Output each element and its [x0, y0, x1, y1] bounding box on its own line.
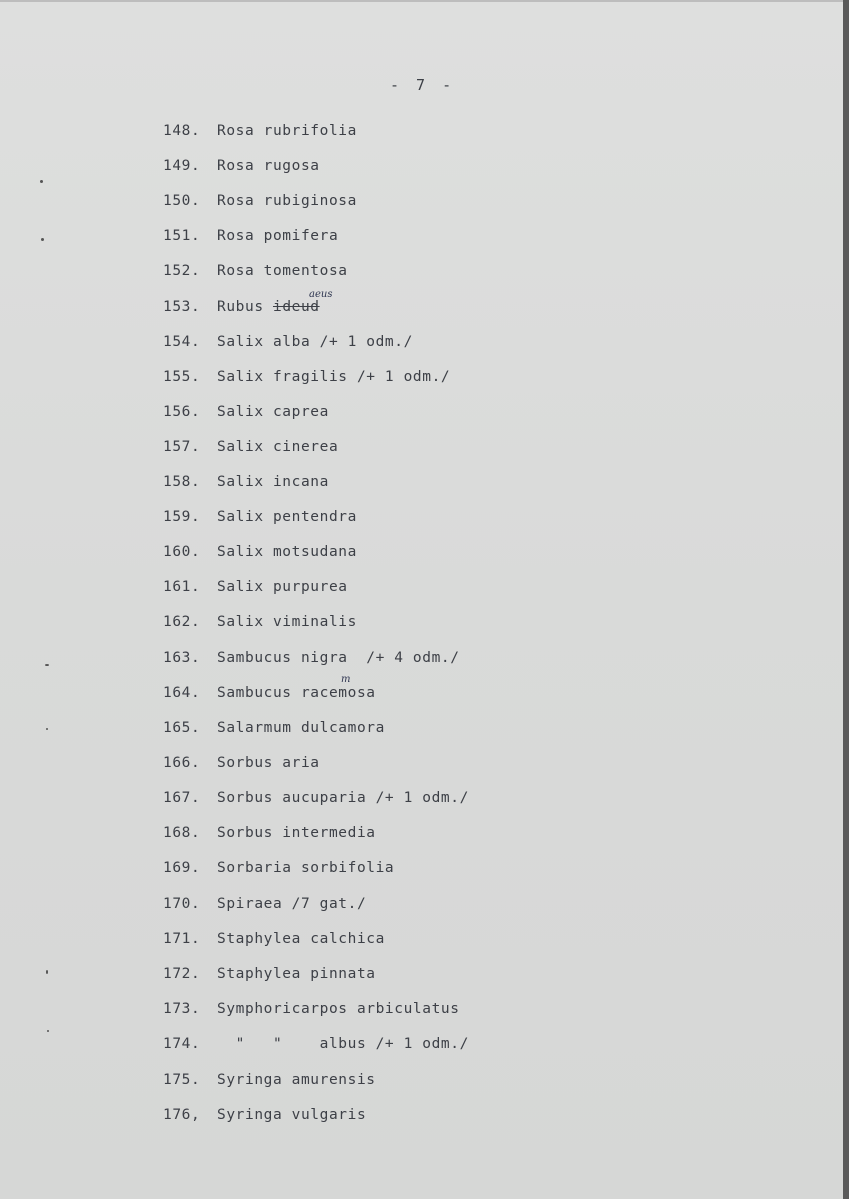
species-name: Sorbus aria — [217, 755, 320, 771]
species-name: Rubus — [217, 299, 273, 315]
list-item — [163, 999, 460, 1019]
item-number: 153. — [163, 299, 201, 315]
list-item — [163, 577, 348, 597]
list-item — [163, 648, 460, 668]
scan-edge-right — [843, 0, 849, 1199]
list-item — [163, 156, 320, 176]
list-item — [163, 121, 357, 141]
item-number: 159. — [163, 509, 201, 525]
list-item — [163, 367, 450, 387]
item-number: 174. — [163, 1036, 201, 1052]
scan-speck — [41, 238, 44, 241]
species-name: Salix cinerea — [217, 439, 339, 455]
species-name: Rosa rubrifolia — [217, 123, 357, 139]
species-name: Staphylea pinnata — [217, 966, 376, 982]
item-number: 148. — [163, 123, 201, 139]
list-item — [163, 191, 357, 211]
page-number: - 7 - — [390, 76, 456, 94]
species-name: Salix fragilis /+ 1 odm./ — [217, 369, 451, 385]
item-number: 163. — [163, 650, 201, 666]
species-name: Rosa pomifera — [217, 228, 339, 244]
species-name: Salix viminalis — [217, 614, 357, 630]
species-name: Sambucus racemosa — [217, 685, 376, 701]
scan-speck — [45, 664, 49, 666]
species-name: Salix pentendra — [217, 509, 357, 525]
item-number: 169. — [163, 860, 201, 876]
species-name: Staphylea calchica — [217, 931, 385, 947]
list-item — [163, 507, 357, 527]
item-number: 168. — [163, 825, 201, 841]
species-name: Salix alba /+ 1 odm./ — [217, 334, 413, 350]
list-item — [163, 929, 385, 949]
species-name: Rosa rugosa — [217, 158, 320, 174]
scan-speck — [40, 180, 43, 183]
species-name: Salix caprea — [217, 404, 329, 420]
species-name: Spiraea /7 gat./ — [217, 896, 367, 912]
species-name: Syringa vulgaris — [217, 1107, 367, 1123]
list-item — [163, 1034, 469, 1054]
list-item — [163, 894, 366, 914]
list-item — [163, 542, 357, 562]
species-name: Rosa rubiginosa — [217, 193, 357, 209]
list-item — [163, 612, 357, 632]
item-number: 167. — [163, 790, 201, 806]
species-name: Salix motsudana — [217, 544, 357, 560]
item-number: 176, — [163, 1107, 201, 1123]
list-item — [163, 289, 333, 317]
item-number: 155. — [163, 369, 201, 385]
list-item — [163, 402, 329, 422]
item-number: 156. — [163, 404, 201, 420]
handwritten-correction: m — [341, 674, 351, 685]
struck-text: ideud — [272, 299, 320, 315]
item-number: 161. — [163, 579, 201, 595]
item-number: 150. — [163, 193, 201, 209]
species-name: Sorbus intermedia — [217, 825, 376, 841]
list-item — [163, 1105, 366, 1125]
scan-edge-top — [0, 0, 849, 2]
list-item — [163, 674, 376, 703]
list-item — [163, 753, 320, 773]
list-item — [163, 332, 413, 352]
list-item — [163, 472, 329, 492]
item-number: 172. — [163, 966, 201, 982]
species-name: Salix purpurea — [217, 579, 348, 595]
species-name: Sorbaria sorbifolia — [217, 860, 395, 876]
handwritten-correction: aeus — [309, 289, 333, 300]
list-item — [163, 437, 338, 457]
item-number: 151. — [163, 228, 201, 244]
species-name: " " albus /+ 1 odm./ — [217, 1036, 469, 1052]
list-item — [163, 858, 394, 878]
list-item — [163, 718, 385, 738]
species-name: Syringa amurensis — [217, 1072, 376, 1088]
species-name: Rosa tomentosa — [217, 263, 348, 279]
list-item — [163, 964, 376, 984]
list-item — [163, 1070, 376, 1090]
item-number: 173. — [163, 1001, 201, 1017]
item-number: 157. — [163, 439, 201, 455]
list-item — [163, 788, 469, 808]
item-number: 175. — [163, 1072, 201, 1088]
species-name: Sorbus aucuparia /+ 1 odm./ — [217, 790, 469, 806]
item-number: 160. — [163, 544, 201, 560]
species-name: Symphoricarpos arbiculatus — [217, 1001, 460, 1017]
species-name: Salix incana — [217, 474, 329, 490]
item-number: 149. — [163, 158, 201, 174]
scan-speck — [47, 1030, 49, 1032]
list-item — [163, 261, 348, 281]
item-number: 154. — [163, 334, 201, 350]
item-number: 164. — [163, 685, 201, 701]
item-number: 158. — [163, 474, 201, 490]
list-item — [163, 226, 338, 246]
list-item — [163, 823, 376, 843]
species-name: Salarmum dulcamora — [217, 720, 385, 736]
scan-speck — [46, 970, 48, 974]
item-number: 165. — [163, 720, 201, 736]
item-number: 152. — [163, 263, 201, 279]
item-number: 166. — [163, 755, 201, 771]
item-number: 170. — [163, 896, 201, 912]
item-number: 162. — [163, 614, 201, 630]
item-number: 171. — [163, 931, 201, 947]
scan-speck — [46, 728, 48, 730]
species-name: Sambucus nigra /+ 4 odm./ — [217, 650, 460, 666]
